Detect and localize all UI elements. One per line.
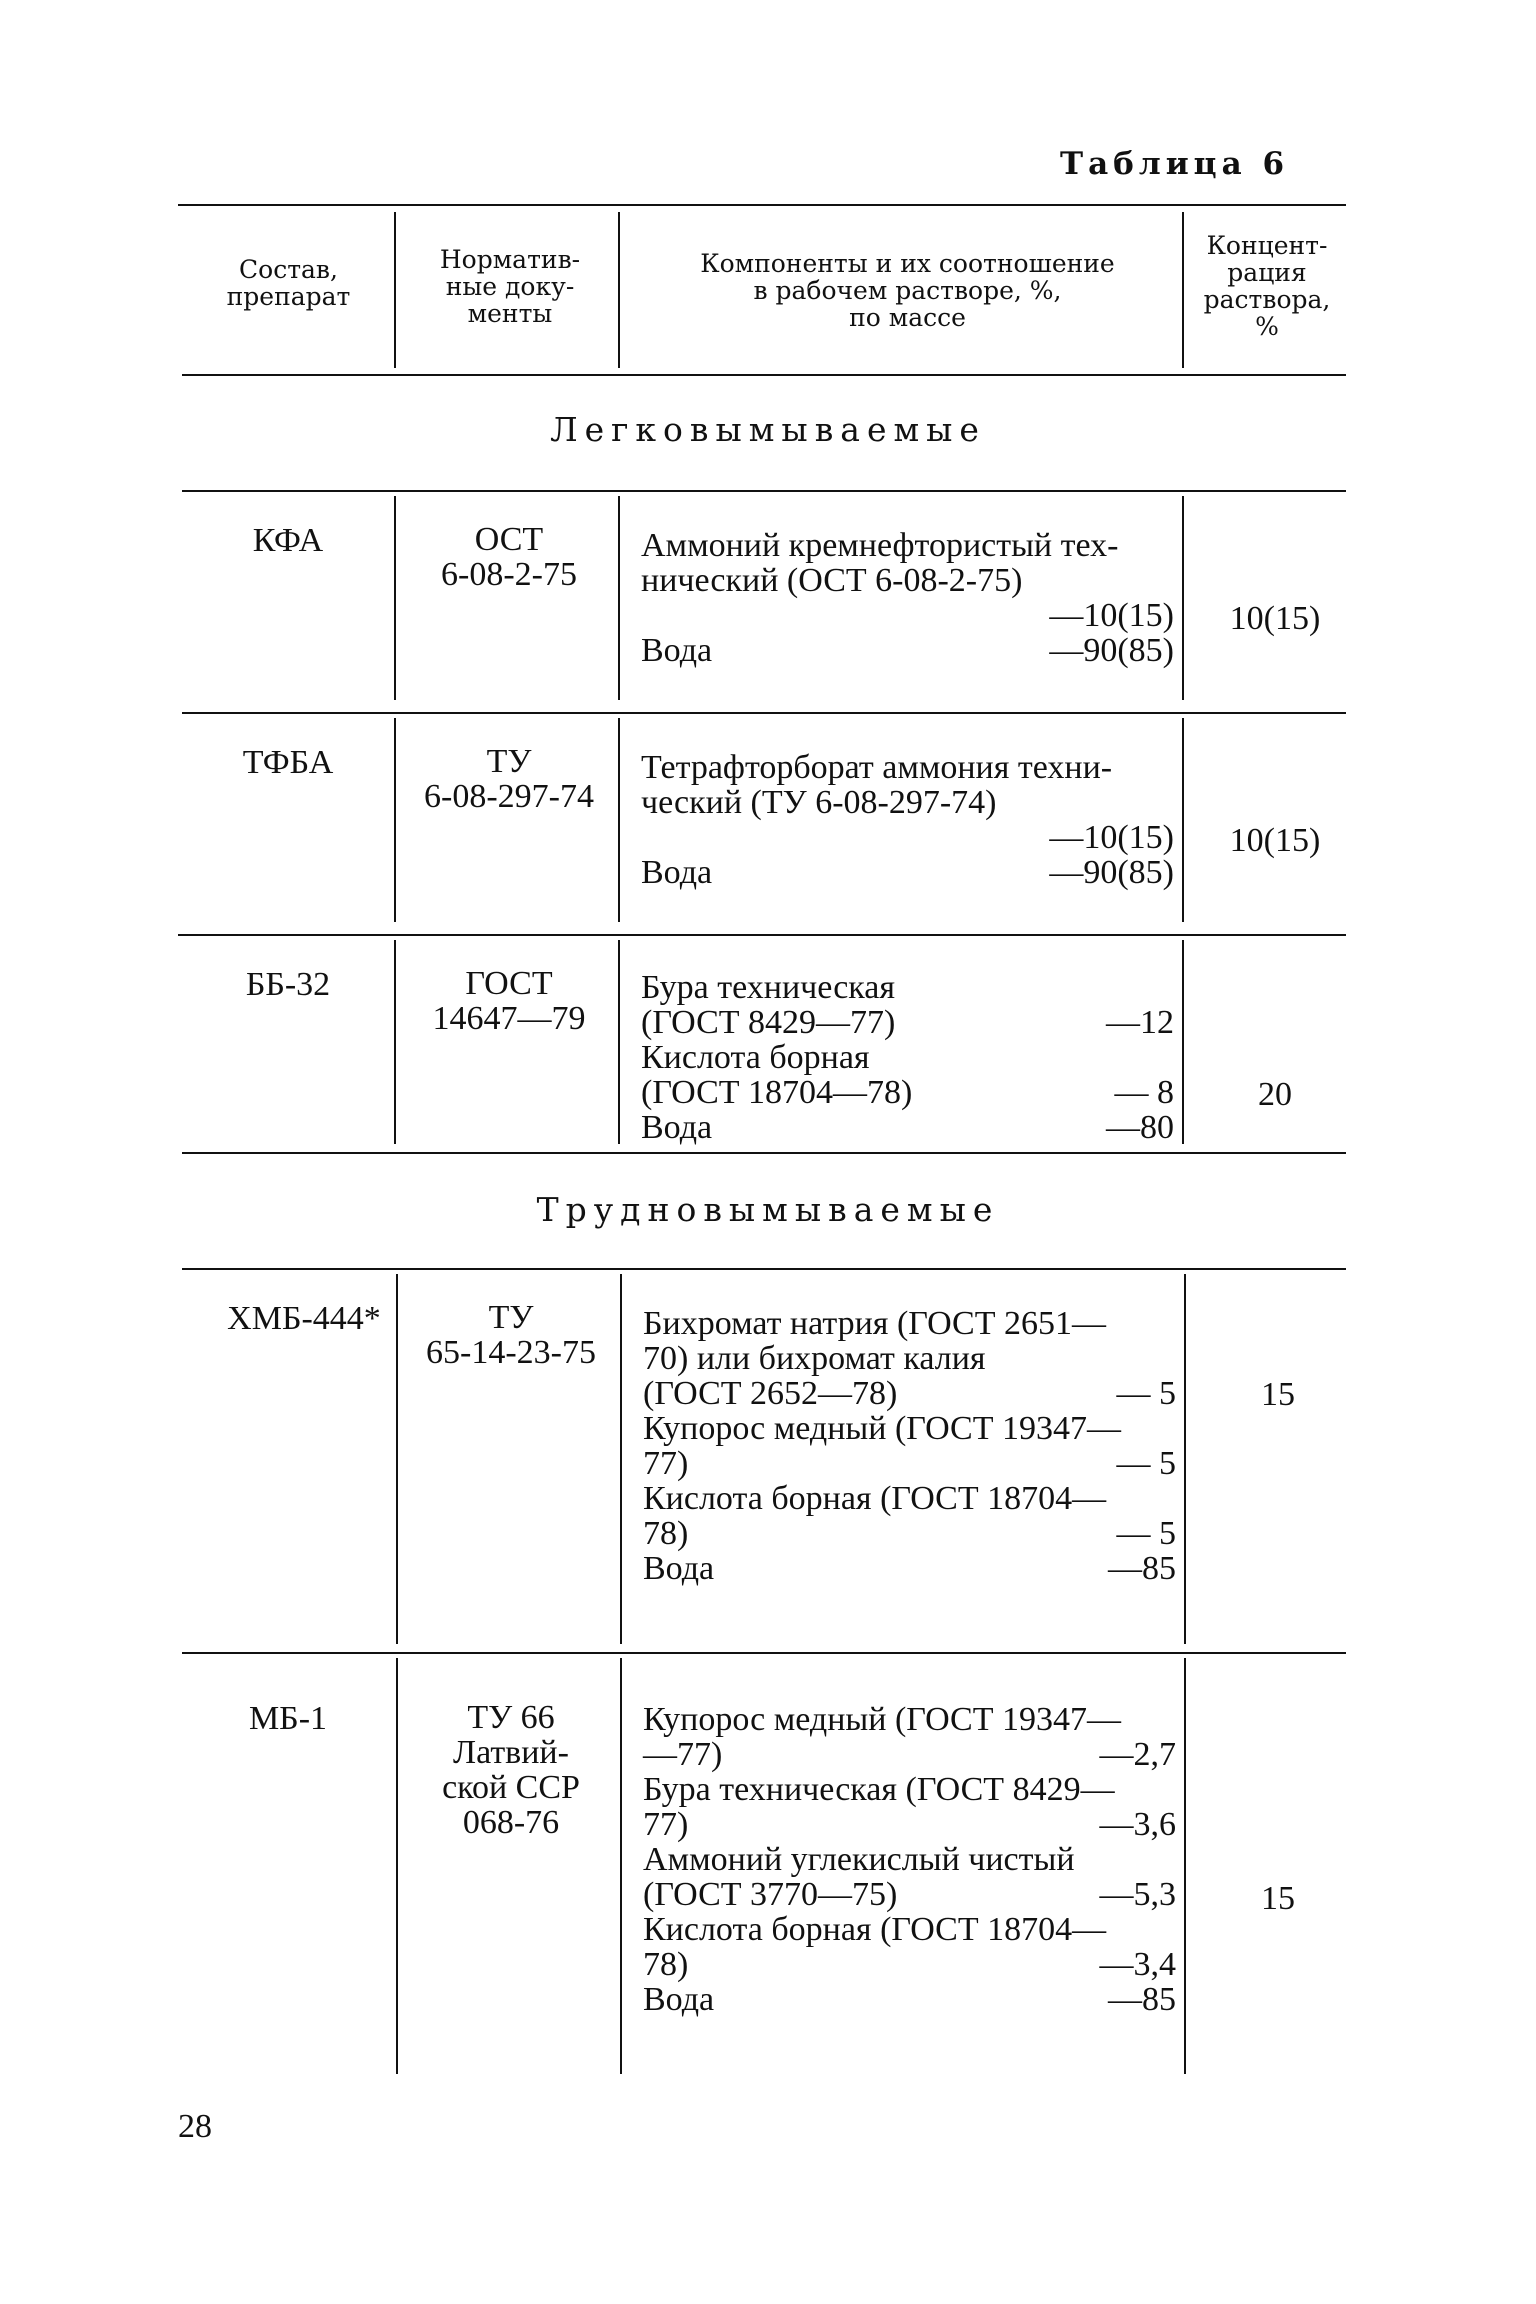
component-line: Бихромат натрия (ГОСТ 2651— [643,1305,1106,1342]
component-line: Кислота борная (ГОСТ 18704— [643,1480,1107,1517]
component-line: 77) —3,6 [643,1806,1176,1843]
row-doc-tfba: ТУ 6-08-297-74 [424,743,594,815]
component-line: Вода —90(85) [641,632,1174,669]
component-line: Вода —85 [643,1550,1176,1587]
row-rule [182,1268,1346,1270]
component-line: —10(15) [1049,819,1174,856]
component-line: Купорос медный (ГОСТ 19347— [643,1701,1121,1738]
row-components-tfba [641,750,1174,890]
header-top-rule [178,204,1346,206]
component-line: Купорос медный (ГОСТ 19347— [643,1410,1121,1447]
section-heading-hard: Трудновымываемые [536,1190,1000,1229]
row-concentration-tfba: 10(15) [1229,822,1321,859]
cell-divider [394,940,396,1144]
header-divider-1 [394,212,396,368]
cell-divider [1184,1658,1186,2074]
page-number: 28 [178,2108,212,2145]
component-line: Тетрафторборат аммония техни- [641,749,1113,786]
component-line: (ГОСТ 18704—78) — 8 [641,1074,1174,1111]
cell-divider [394,496,396,700]
component-line: Вода —90(85) [641,854,1174,891]
row-components-bb32 [641,970,1174,1145]
component-line: ческий (ТУ 6-08-297-74) [641,784,997,821]
header-components: Компоненты и их соотношение в рабочем растворе, %, по массе [700,249,1115,332]
component-line: —10(15) [1049,597,1174,634]
component-line: (ГОСТ 8429—77) —12 [641,1004,1174,1041]
component-line: Аммоний углекислый чистый [643,1841,1075,1878]
row-rule [182,1152,1346,1154]
row-rule [182,1652,1346,1654]
row-name-hmb444: ХМБ-444* [227,1300,381,1337]
row-doc-kfa: ОСТ 6-08-2-75 [441,521,577,593]
component-line: (ГОСТ 3770—75) —5,3 [643,1876,1176,1913]
cell-divider [394,718,396,922]
row-doc-mb1: ТУ 66 Латвий- ской ССР 068-76 [442,1699,580,1841]
cell-divider [1184,1274,1186,1644]
component-line: 77) — 5 [643,1445,1176,1482]
row-rule [182,490,1346,492]
component-line: Бура техническая (ГОСТ 8429— [643,1771,1115,1808]
cell-divider [1182,496,1184,700]
row-concentration-bb32: 20 [1258,1076,1292,1113]
component-line: 78) — 5 [643,1515,1176,1552]
component-line: Аммоний кремнефтористый тех- [641,527,1119,564]
component-line: Кислота борная (ГОСТ 18704— [643,1911,1107,1948]
header-composition: Состав, препарат [226,255,351,311]
cell-divider [1182,718,1184,922]
table-title: Таблица 6 [1060,146,1290,182]
row-components-mb1 [643,1702,1176,2017]
row-name-kfa: КФА [252,522,324,559]
row-components-kfa [641,528,1174,668]
row-concentration-kfa: 10(15) [1229,600,1321,637]
component-line: 78) —3,4 [643,1946,1176,1983]
cell-divider [620,1658,622,2074]
row-concentration-mb1: 15 [1261,1880,1295,1917]
header-bottom-rule [182,374,1346,376]
component-line: 70) или бихромат калия [643,1340,986,1377]
cell-divider [620,1274,622,1644]
component-line: Вода —80 [641,1109,1174,1146]
component-line: Бура техническая [641,969,896,1006]
header-normative-docs: Норматив- ные доку- менты [439,245,581,328]
header-concentration: Концент- рация раствора, % [1203,231,1331,341]
row-doc-bb32: ГОСТ 14647—79 [432,965,586,1037]
cell-divider [618,940,620,1144]
cell-divider [618,718,620,922]
cell-divider [396,1658,398,2074]
component-line: (ГОСТ 2652—78) — 5 [643,1375,1176,1412]
component-line: Вода —85 [643,1981,1176,2018]
row-name-bb32: ББ-32 [245,966,331,1003]
row-name-mb1: МБ-1 [248,1700,328,1737]
section-heading-easy: Легковымываемые [550,410,986,449]
cell-divider [618,496,620,700]
header-divider-2 [618,212,620,368]
row-rule [178,934,1346,936]
row-name-tfba: ТФБА [242,744,334,781]
component-line: Кислота борная [641,1039,870,1076]
component-line: —77) —2,7 [643,1736,1176,1773]
header-divider-3 [1182,212,1184,368]
component-line: нический (ОСТ 6-08-2-75) [641,562,1023,599]
row-doc-hmb444: ТУ 65-14-23-75 [426,1299,596,1371]
row-components-hmb444 [643,1306,1176,1586]
row-rule [182,712,1346,714]
cell-divider [1182,940,1184,1144]
row-concentration-hmb444: 15 [1261,1376,1295,1413]
